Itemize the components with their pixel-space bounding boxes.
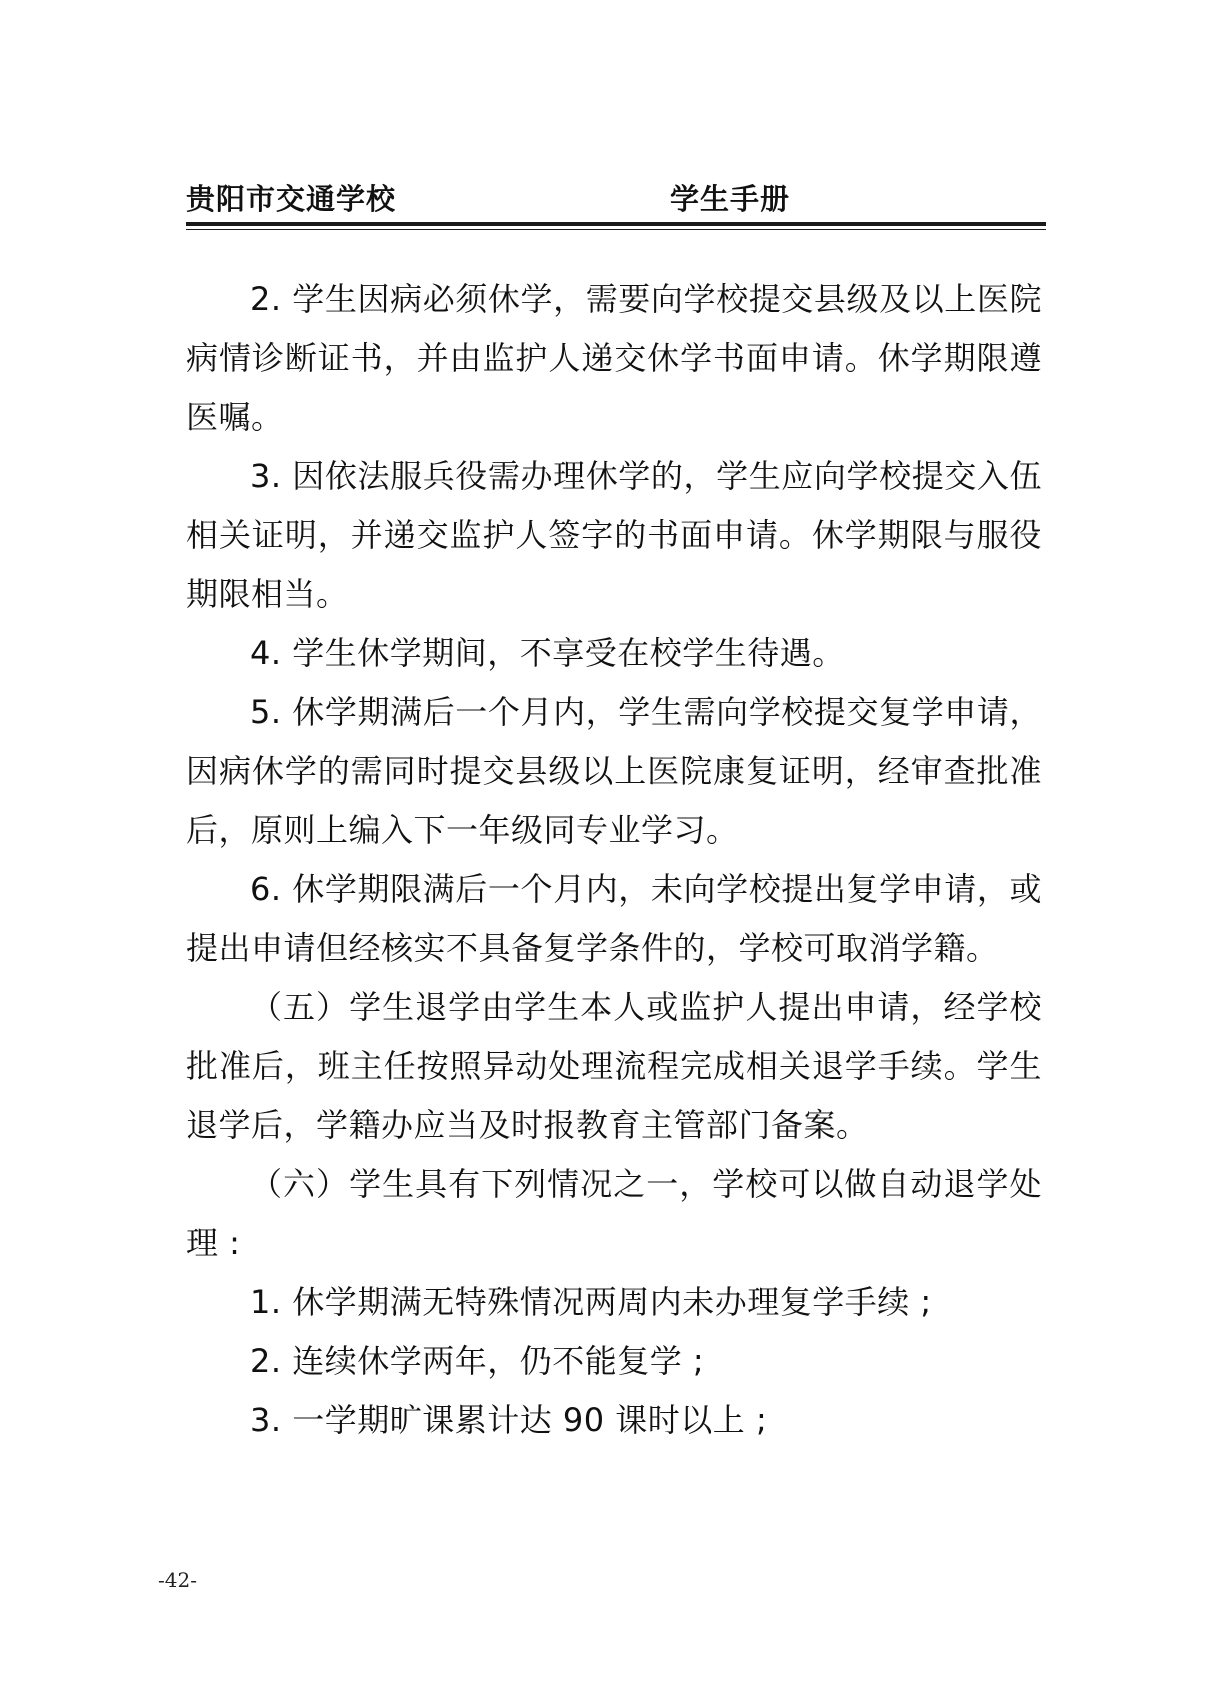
paragraph-item-5-resume-study: 5. 休学期满后一个月内，学生需向学校提交复学申请，因病休学的需同时提交县级以上医院康复证明，经审查批准后，原则上编入下一年级同专业学习。: [186, 693, 1042, 849]
paragraph-item-4-no-benefits: 4. 学生休学期间，不享受在校学生待遇。: [250, 634, 845, 672]
header-rule-thick: [186, 222, 1046, 226]
header-school-name: 贵阳市交通学校: [186, 182, 397, 216]
paragraph-section-5-withdrawal: （五）学生退学由学生本人或监护人提出申请，经学校批准后，班主任按照异动处理流程完成相关退学手续。学生退学后，学籍办应当及时报教育主管部门备案。: [186, 988, 1042, 1144]
paragraph-section-6-auto-withdrawal: （六）学生具有下列情况之一，学校可以做自动退学处理 :: [186, 1165, 1042, 1262]
list-item-1: 1. 休学期满无特殊情况两周内未办理复学手续 ;: [250, 1283, 932, 1321]
paragraph-item-3-military-service: 3. 因依法服兵役需办理休学的，学生应向学校提交入伍相关证明，并递交监护人签字的书面申请。休学期限与服役期限相当。: [186, 457, 1042, 613]
list-item-3: 3. 一学期旷课累计达 90 课时以上 ;: [250, 1401, 768, 1439]
paragraph-item-2-sick-leave: 2. 学生因病必须休学，需要向学校提交县级及以上医院病情诊断证书，并由监护人递交休学书面申请。休学期限遵医嘱。: [186, 280, 1042, 436]
header-document-title: 学生手册: [670, 182, 791, 216]
list-item-2: 2. 连续休学两年，仍不能复学 ;: [250, 1342, 705, 1380]
page-number: -42-: [158, 1568, 197, 1592]
paragraph-item-6-cancel-enrollment: 6. 休学期限满后一个月内，未向学校提出复学申请，或提出申请但经核实不具备复学条件的，学校可取消学籍。: [186, 870, 1042, 967]
header-rule-thin: [186, 229, 1046, 230]
body-text: [186, 270, 1042, 1450]
running-header: [186, 176, 1046, 222]
